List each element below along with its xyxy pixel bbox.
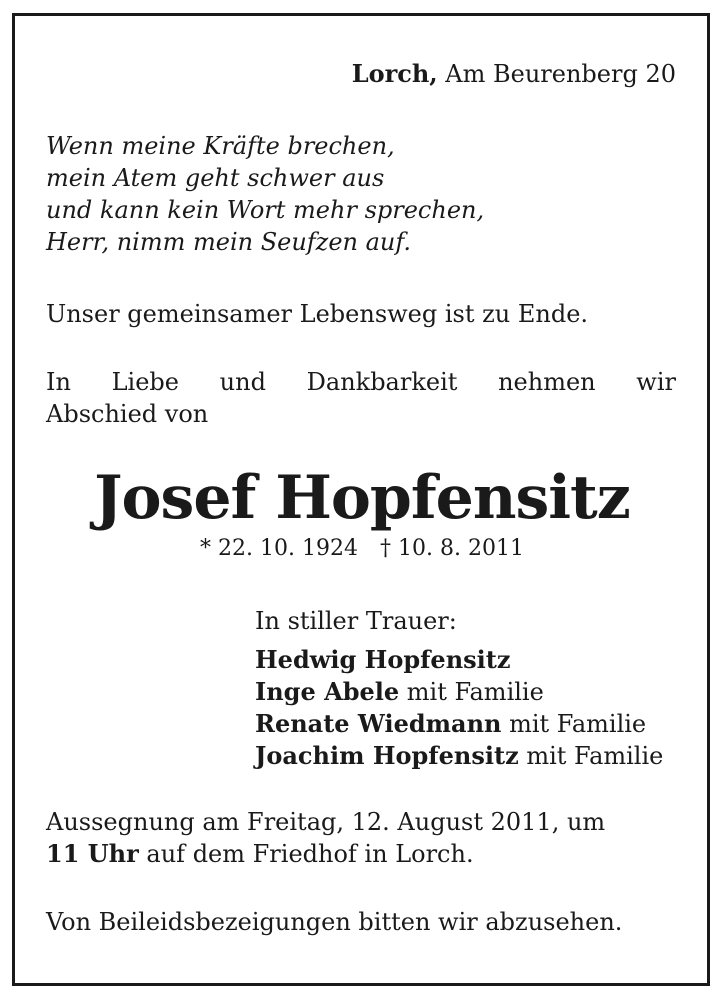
lifepath-sentence: Unser gemeinsamer Lebensweg ist zu Ende.: [46, 300, 589, 328]
mourner-entry: [255, 740, 663, 772]
poem-line: Wenn meine Kräfte brechen,: [46, 132, 395, 160]
farewell-intro-line-1: In Liebe und Dankbarkeit nehmen wir: [46, 368, 676, 396]
deceased-name: Josef Hopfensitz: [94, 463, 630, 533]
poem: [46, 130, 676, 258]
mourners-heading: In stiller Trauer:: [255, 607, 457, 635]
address-line: [46, 58, 676, 90]
mourner-entry: [255, 644, 663, 676]
mourner-suffix: mit Familie: [399, 678, 544, 706]
ceremony-time: 11 Uhr: [46, 839, 139, 868]
farewell-intro: [46, 366, 676, 430]
ceremony-line-2: [46, 838, 676, 870]
mourner-entry: [255, 676, 663, 708]
death-date: † 10. 8. 2011: [380, 536, 524, 561]
ceremony-place: auf dem Friedhof in Lorch.: [138, 840, 474, 868]
poem-line: Herr, nimm mein Seufzen auf.: [46, 228, 412, 256]
mourner-name: Hedwig Hopfensitz: [255, 645, 511, 674]
poem-line: und kann kein Wort mehr sprechen,: [46, 196, 485, 224]
closing-note: Von Beileidsbezeigungen bitten wir abzusehen.: [46, 908, 623, 936]
farewell-intro-line-2: Abschied von: [46, 400, 209, 428]
mourner-suffix: mit Familie: [501, 710, 647, 738]
address-city: Lorch,: [351, 59, 438, 88]
poem-line: mein Atem geht schwer aus: [46, 164, 385, 192]
life-dates: [0, 534, 724, 564]
birth-date: * 22. 10. 1924: [200, 536, 358, 561]
mourner-name: Renate Wiedmann: [255, 709, 502, 738]
mourner-suffix: mit Familie: [518, 742, 664, 770]
ceremony-info: [46, 806, 676, 870]
mourner-name: Joachim Hopfensitz: [255, 741, 519, 770]
mourner-name: Inge Abele: [255, 677, 400, 706]
address-street: Am Beurenberg 20: [437, 60, 676, 88]
mourners-block: [255, 606, 663, 772]
mourner-entry: [255, 708, 663, 740]
ceremony-line-1: Aussegnung am Freitag, 12. August 2011, um: [46, 808, 606, 836]
